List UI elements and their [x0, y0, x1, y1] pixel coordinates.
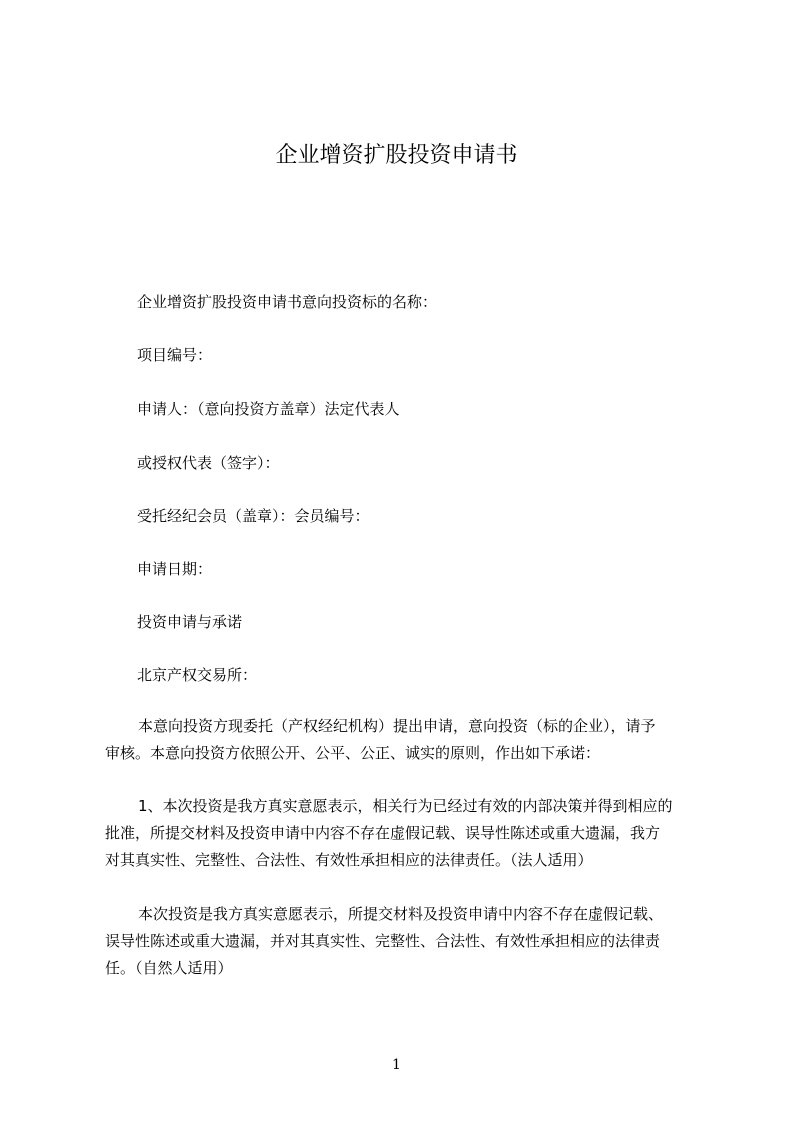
commitment-line: 本次投资是我方真实意愿表示，所提交材料及投资申请中内容不存在虚假记载、: [138, 905, 664, 923]
document-title: 企业增资扩股投资申请书: [275, 143, 518, 168]
commitment-line: 对其真实性、完整性、合法性、有效性承担相应的法律责任。（法人适用）: [105, 851, 593, 869]
commitment-item-1: [105, 793, 705, 874]
intro-line: 本意向投资方现委托（产权经纪机构）提出申请，意向投资（标的企业），请予: [138, 717, 656, 735]
page-number: 1: [392, 1057, 401, 1073]
commitment-item-2: [105, 901, 705, 982]
commitment-line: 1、本次投资是我方真实意愿表示，相关行为已经过有效的内部决策并得到相应的: [138, 797, 673, 815]
section-heading: 投资申请与承诺: [137, 613, 243, 631]
authorized-rep-label: 或授权代表（签字）：: [137, 454, 280, 472]
addressee: 北京产权交易所：: [137, 666, 258, 684]
intro-paragraph: [105, 713, 705, 767]
target-name-label: 企业增资扩股投资申请书意向投资标的名称：: [137, 293, 438, 311]
project-number-label: 项目编号：: [137, 346, 213, 364]
commitment-line: 误导性陈述或重大遗漏，并对其真实性、完整性、合法性、有效性承担相应的法律责: [105, 932, 661, 950]
commitment-line: 批准，所提交材料及投资申请中内容不存在虚假记载、误导性陈述或重大遗漏，我方: [105, 824, 661, 842]
application-date-label: 申请日期：: [137, 560, 213, 578]
applicant-label: 申请人：（意向投资方盖章）法定代表人: [137, 400, 400, 418]
intro-line: 审核。本意向投资方依照公开、公平、公正、诚实的原则，作出如下承诺：: [105, 744, 601, 762]
commitment-line: 任。（自然人适用）: [105, 959, 233, 977]
broker-label: 受托经纪会员（盖章）：会员编号：: [137, 507, 370, 525]
